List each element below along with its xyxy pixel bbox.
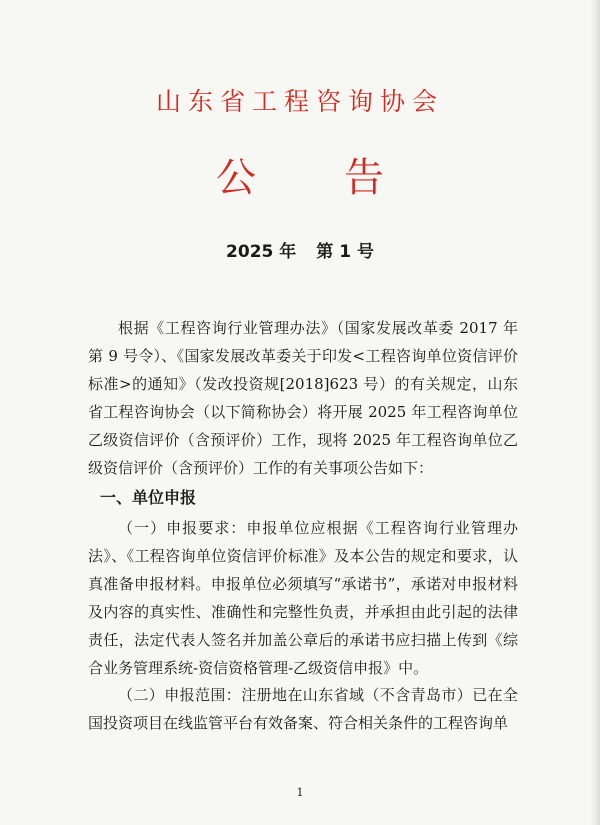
notice-title-char-1: 公 (216, 155, 256, 201)
page-number: 1 (296, 786, 304, 799)
notice-title-char-2: 告 (344, 155, 384, 201)
scan-edge-shadow (590, 0, 600, 825)
organization-name: 山东省工程咨询协会 (155, 87, 444, 116)
document-year: 2025 年 (226, 242, 297, 262)
section-heading-1: 一、单位申报 (100, 488, 197, 507)
document-number (0, 237, 600, 262)
notice-title (0, 146, 600, 203)
intro-paragraph: 根据《工程咨询行业管理办法》（国家发展改革委 2017 年第 9 号令）、《国家发展改革委关于印发<工程咨询单位资信评价标准>的通知》（发改投资规[2018]623 号）的有关规定，山东省工程咨询协会（以下简称协会）将开展 2025 年工程咨询单位乙级资信评价（含预评价）工作，现将 2025 年工程咨询单位乙级资信评价（含预评价）工作的有关事项公告如下： (88, 319, 518, 477)
item-1-paragraph: （一）申报要求：申报单位应根据《工程咨询行业管理办法》、《工程咨询单位资信评价标准》及本公告的规定和要求，认真准备申报材料。申报单位必须填写“承诺书”，承诺对申报材料及内容的真实性、准确性和完整性负责，并承担由此引起的法律责任，法定代表人签名并加盖公章后的承诺书应扫描上传到《综合业务管理系统-资信资格管理-乙级资信申报》中。 (88, 519, 518, 677)
item-2-paragraph: （二）申报范围：注册地在山东省域（不含青岛市）已在全国投资项目在线监管平台有效备案、符合相关条件的工程咨询单 (88, 686, 518, 732)
document-serial: 第 1 号 (316, 242, 374, 262)
